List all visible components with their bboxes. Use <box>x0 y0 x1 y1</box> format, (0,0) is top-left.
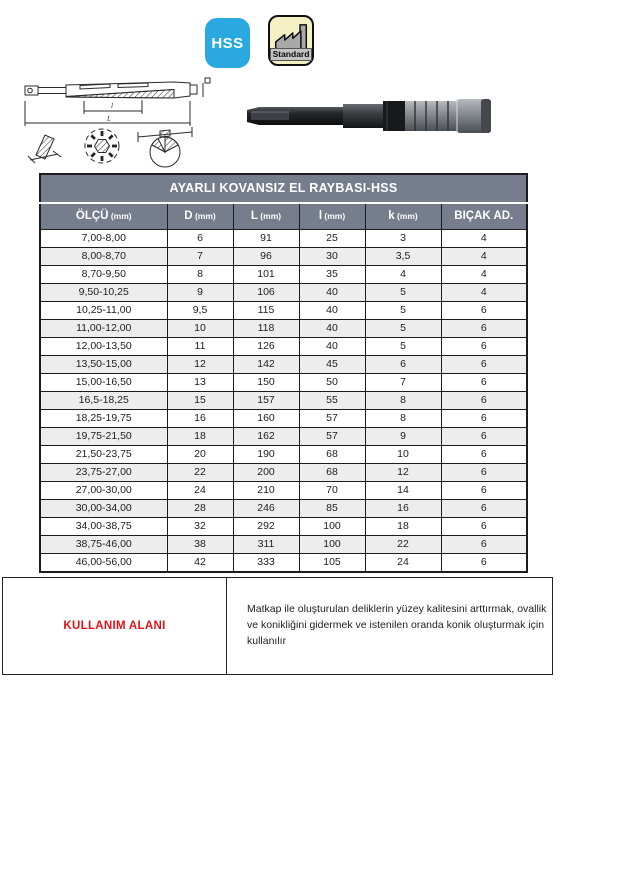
column-header-k: k (mm) <box>365 203 441 230</box>
table-cell: 5 <box>365 338 441 356</box>
table-row <box>40 338 527 356</box>
table-cell: 24 <box>365 554 441 573</box>
table-cell: 4 <box>441 284 527 302</box>
table-row <box>40 518 527 536</box>
table-row <box>40 230 527 248</box>
table-cell: 15 <box>167 392 233 410</box>
table-cell: 18,25-19,75 <box>40 410 167 428</box>
table-cell: 6 <box>441 338 527 356</box>
table-cell: 6 <box>441 428 527 446</box>
table-cell: 5 <box>365 284 441 302</box>
table-cell: 5 <box>365 302 441 320</box>
table-cell: 12,00-13,50 <box>40 338 167 356</box>
table-cell: 10 <box>365 446 441 464</box>
table-row <box>40 536 527 554</box>
table-cell: 27,00-30,00 <box>40 482 167 500</box>
usage-label: KULLANIM ALANI <box>63 620 166 632</box>
dimension-l-label: l <box>111 102 113 110</box>
column-header-l-big: L (mm) <box>233 203 299 230</box>
table-row <box>40 410 527 428</box>
table-cell: 6 <box>441 500 527 518</box>
table-cell: 23,75-27,00 <box>40 464 167 482</box>
table-cell: 101 <box>233 266 299 284</box>
table-cell: 333 <box>233 554 299 573</box>
table-row <box>40 374 527 392</box>
table-cell: 162 <box>233 428 299 446</box>
table-cell: 40 <box>299 302 365 320</box>
table-cell: 4 <box>365 266 441 284</box>
table-cell: 40 <box>299 284 365 302</box>
table-cell: 11,00-12,00 <box>40 320 167 338</box>
table-cell: 15,00-16,50 <box>40 374 167 392</box>
table-cell: 13 <box>167 374 233 392</box>
column-header-d: D (mm) <box>167 203 233 230</box>
table-row <box>40 266 527 284</box>
column-header-l: l (mm) <box>299 203 365 230</box>
table-cell: 16 <box>365 500 441 518</box>
table-row <box>40 356 527 374</box>
table-cell: 4 <box>441 248 527 266</box>
table-cell: 40 <box>299 338 365 356</box>
table-cell: 157 <box>233 392 299 410</box>
spec-table <box>39 173 528 573</box>
table-cell: 12 <box>167 356 233 374</box>
table-row <box>40 392 527 410</box>
table-cell: 8 <box>365 410 441 428</box>
table-cell: 6 <box>441 320 527 338</box>
table-cell: 19,75-21,50 <box>40 428 167 446</box>
table-cell: 50 <box>299 374 365 392</box>
table-cell: 8 <box>365 392 441 410</box>
table-cell: 150 <box>233 374 299 392</box>
usage-text-cell <box>227 578 552 674</box>
spec-table-body <box>40 230 527 573</box>
table-cell: 13,50-15,00 <box>40 356 167 374</box>
table-cell: 6 <box>441 536 527 554</box>
table-cell: 7 <box>167 248 233 266</box>
table-title-row <box>40 174 527 203</box>
table-cell: 96 <box>233 248 299 266</box>
table-cell: 126 <box>233 338 299 356</box>
table-cell: 160 <box>233 410 299 428</box>
table-cell: 57 <box>299 428 365 446</box>
table-cell: 12 <box>365 464 441 482</box>
table-row <box>40 428 527 446</box>
table-cell: 24 <box>167 482 233 500</box>
table-cell: 190 <box>233 446 299 464</box>
usage-label-cell <box>3 578 227 674</box>
table-row <box>40 248 527 266</box>
table-cell: 6 <box>441 410 527 428</box>
table-cell: 6 <box>167 230 233 248</box>
table-cell: 42 <box>167 554 233 573</box>
table-cell: 210 <box>233 482 299 500</box>
table-cell: 6 <box>365 356 441 374</box>
table-cell: 38 <box>167 536 233 554</box>
table-cell: 38,75-46,00 <box>40 536 167 554</box>
table-row <box>40 302 527 320</box>
table-cell: 22 <box>167 464 233 482</box>
table-cell: 9 <box>365 428 441 446</box>
table-cell: 91 <box>233 230 299 248</box>
table-cell: 9 <box>167 284 233 302</box>
table-cell: 100 <box>299 536 365 554</box>
table-cell: 4 <box>441 230 527 248</box>
table-cell: 105 <box>299 554 365 573</box>
table-cell: 3,5 <box>365 248 441 266</box>
table-cell: 6 <box>441 554 527 573</box>
table-cell: 6 <box>441 392 527 410</box>
table-row <box>40 482 527 500</box>
dimension-L-label: L <box>107 115 111 123</box>
table-cell: 28 <box>167 500 233 518</box>
table-cell: 55 <box>299 392 365 410</box>
hss-badge <box>205 18 250 68</box>
table-cell: 7 <box>365 374 441 392</box>
table-cell: 20 <box>167 446 233 464</box>
table-cell: 115 <box>233 302 299 320</box>
table-cell: 142 <box>233 356 299 374</box>
table-cell: 9,5 <box>167 302 233 320</box>
table-cell: 9,50-10,25 <box>40 284 167 302</box>
table-cell: 68 <box>299 464 365 482</box>
table-cell: 46,00-56,00 <box>40 554 167 573</box>
table-cell: 311 <box>233 536 299 554</box>
usage-box <box>2 577 553 675</box>
table-cell: 100 <box>299 518 365 536</box>
table-cell: 5 <box>365 320 441 338</box>
table-cell: 32 <box>167 518 233 536</box>
table-row <box>40 554 527 573</box>
table-cell: 18 <box>167 428 233 446</box>
table-cell: 70 <box>299 482 365 500</box>
column-header-bicak: BIÇAK AD. <box>441 203 527 230</box>
table-row <box>40 500 527 518</box>
standard-badge <box>268 15 314 66</box>
table-cell: 6 <box>441 446 527 464</box>
table-cell: 22 <box>365 536 441 554</box>
table-title: AYARLI KOVANSIZ EL RAYBASI-HSS <box>40 174 527 203</box>
table-cell: 200 <box>233 464 299 482</box>
table-cell: 7,00-8,00 <box>40 230 167 248</box>
table-cell: 10 <box>167 320 233 338</box>
table-cell: 292 <box>233 518 299 536</box>
table-cell: 30,00-34,00 <box>40 500 167 518</box>
table-cell: 6 <box>441 374 527 392</box>
reamer-photo <box>243 88 501 146</box>
table-cell: 45 <box>299 356 365 374</box>
table-cell: 25 <box>299 230 365 248</box>
table-row <box>40 320 527 338</box>
table-row <box>40 446 527 464</box>
table-cell: 6 <box>441 518 527 536</box>
table-cell: 40 <box>299 320 365 338</box>
table-cell: 246 <box>233 500 299 518</box>
table-cell: 8,70-9,50 <box>40 266 167 284</box>
table-cell: 14 <box>365 482 441 500</box>
table-cell: 6 <box>441 482 527 500</box>
column-header-row <box>40 203 527 230</box>
hss-badge-label: HSS <box>211 34 244 52</box>
standard-badge-label: Standard <box>270 48 313 61</box>
table-row <box>40 284 527 302</box>
table-cell: 8 <box>167 266 233 284</box>
table-cell: 106 <box>233 284 299 302</box>
column-header-olcu: ÖLÇÜ (mm) <box>40 203 167 230</box>
table-cell: 6 <box>441 302 527 320</box>
table-cell: 30 <box>299 248 365 266</box>
table-cell: 57 <box>299 410 365 428</box>
table-cell: 21,50-23,75 <box>40 446 167 464</box>
table-cell: 3 <box>365 230 441 248</box>
table-cell: 35 <box>299 266 365 284</box>
table-row <box>40 464 527 482</box>
table-cell: 118 <box>233 320 299 338</box>
table-cell: 16 <box>167 410 233 428</box>
table-cell: 6 <box>441 464 527 482</box>
table-cell: 6 <box>441 356 527 374</box>
table-cell: 85 <box>299 500 365 518</box>
table-cell: 68 <box>299 446 365 464</box>
table-cell: 16,5-18,25 <box>40 392 167 410</box>
table-cell: 4 <box>441 266 527 284</box>
table-cell: 10,25-11,00 <box>40 302 167 320</box>
table-cell: 18 <box>365 518 441 536</box>
table-cell: 11 <box>167 338 233 356</box>
table-cell: 34,00-38,75 <box>40 518 167 536</box>
table-cell: 8,00-8,70 <box>40 248 167 266</box>
usage-text: Matkap ile oluşturulan deliklerin yüzey kalitesini arttırmak, ovallik ve konikliğini gidermek ve istenilen oranda konik oluşturmak için kullanılır <box>247 603 547 647</box>
technical-drawing <box>22 74 218 170</box>
